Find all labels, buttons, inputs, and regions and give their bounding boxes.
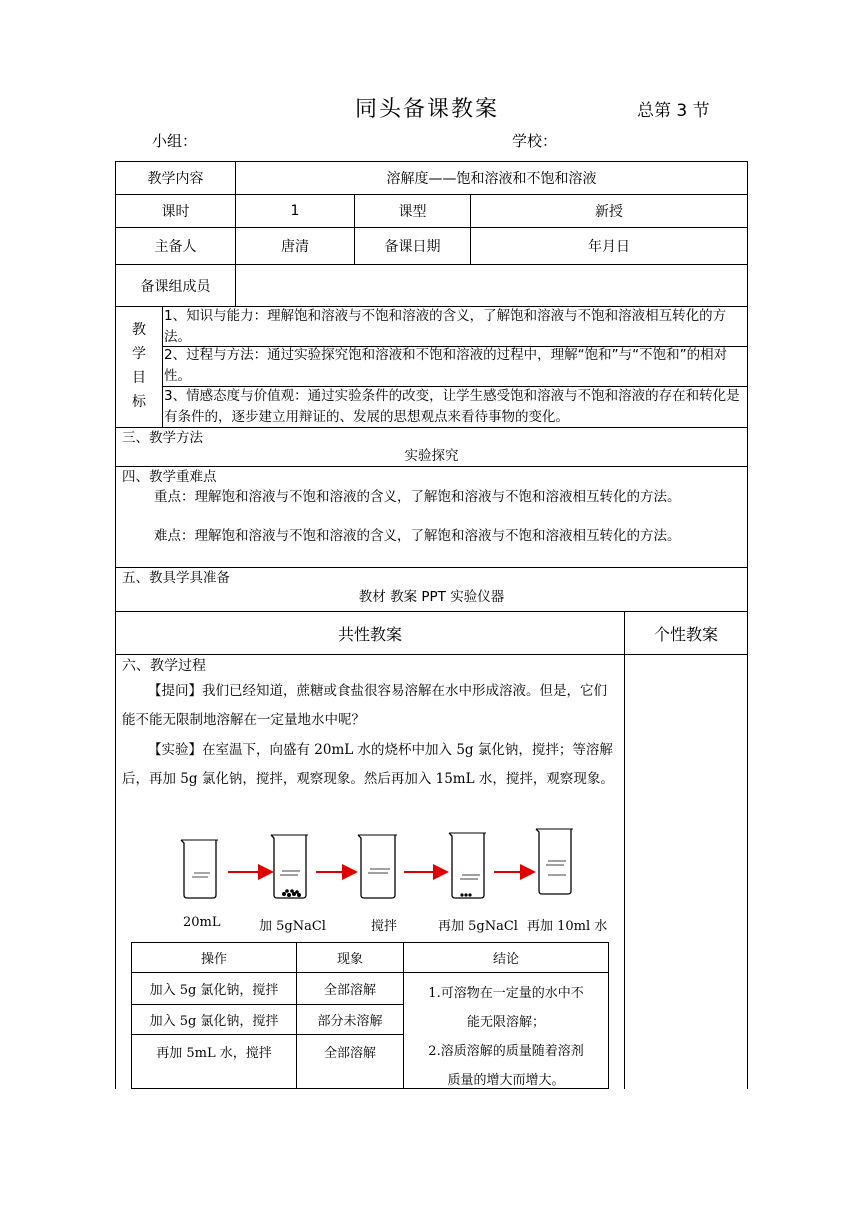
beaker-5 bbox=[536, 829, 573, 894]
experiment-figure bbox=[170, 825, 610, 903]
result-header-conclusion: 结论 bbox=[492, 952, 519, 967]
figure-label-2: 加 5gNaCl bbox=[259, 919, 326, 934]
school-label: 学校： bbox=[512, 132, 558, 150]
keypoints-heading: 四、教学重难点 bbox=[122, 469, 217, 485]
goal-attitude: 3、情感态度与价值观：通过实验条件的改变，让学生感受饱和溶液与不饱和溶液的存在和转化是有条件的，逐步建立用辩证的、发展的思想观点来看待事物的变化。 bbox=[164, 388, 740, 425]
goal-knowledge: 1、知识与能力：理解饱和溶液与不饱和溶液的含义，了解饱和溶液与不饱和溶液相互转化的方法。 bbox=[164, 308, 727, 345]
members-label: 备课组成员 bbox=[140, 278, 211, 295]
goal-process: 2、过程与方法：通过实验探究饱和溶液和不饱和溶液的过程中，理解“饱和”与“不饱和”的相对性。 bbox=[164, 347, 728, 384]
period-value: 1 bbox=[290, 203, 300, 219]
date-label: 备课日期 bbox=[384, 239, 441, 255]
figure-label-4: 再加 5gNaCl bbox=[438, 919, 518, 934]
beaker-3 bbox=[358, 835, 397, 898]
group-label: 小组： bbox=[152, 132, 198, 150]
result-row-1-operation: 加入 5g 氯化钠，搅拌 bbox=[149, 983, 279, 998]
experiment-paragraph: 【实验】在室温下，向盛有 20mL 水的烧杯中加入 5g 氯化钠，搅拌；等溶解后，再加 5g 氯化钠，搅拌，观察现象。然后再加入 15mL 水，搅拌，观察现象。 bbox=[122, 742, 614, 787]
lesson-total: 总第 3 节 bbox=[637, 101, 710, 121]
preparer-label: 主备人 bbox=[154, 239, 197, 255]
personal-column-header: 个性教案 bbox=[653, 624, 718, 644]
process-heading: 六、教学过程 bbox=[122, 658, 206, 674]
difficult-point: 难点：理解饱和溶液与不饱和溶液的含义，了解饱和溶液与不饱和溶液相互转化的方法。 bbox=[154, 528, 681, 544]
preparer-value: 唐清 bbox=[281, 239, 309, 255]
type-label: 课型 bbox=[398, 204, 427, 220]
key-point: 重点：理解饱和溶液与不饱和溶液的含义，了解饱和溶液与不饱和溶液相互转化的方法。 bbox=[154, 489, 681, 505]
result-row-2-phenomenon: 部分未溶解 bbox=[317, 1014, 383, 1029]
tools-heading: 五、教具学具准备 bbox=[122, 570, 230, 586]
content-label: 教学内容 bbox=[147, 171, 204, 187]
period-label: 课时 bbox=[161, 204, 190, 220]
beaker-4 bbox=[449, 833, 486, 898]
result-header-operation: 操作 bbox=[200, 952, 227, 967]
result-row-2-operation: 加入 5g 氯化钠，搅拌 bbox=[149, 1014, 279, 1029]
beaker-1 bbox=[181, 840, 218, 898]
result-row-3-phenomenon: 全部溶解 bbox=[323, 1045, 376, 1061]
result-conclusion: 1.可溶物在一定量的水中不 能无限溶解； 2.溶质溶解的质量随着溶剂 质量的增大而增大。 bbox=[428, 986, 584, 1088]
result-row-3-operation: 再加 5mL 水，搅拌 bbox=[156, 1045, 272, 1061]
question-paragraph: 【提问】我们已经知道，蔗糖或食盐很容易溶解在水中形成溶液。但是，它们能不能无限制地溶解在一定量地水中呢？ bbox=[122, 683, 607, 728]
common-column-header: 共性教案 bbox=[337, 624, 402, 644]
method-heading: 三、教学方法 bbox=[122, 430, 203, 446]
method-value: 实验探究 bbox=[404, 448, 459, 464]
document-title: 同头备课教案 bbox=[355, 97, 500, 122]
date-value: 年月日 bbox=[588, 239, 630, 255]
result-row-1-phenomenon: 全部溶解 bbox=[323, 983, 376, 998]
figure-label-5: 再加 10ml 水 bbox=[527, 919, 608, 934]
type-value: 新授 bbox=[595, 204, 623, 220]
tools-value: 教材 教案 PPT 实验仪器 bbox=[358, 589, 505, 605]
goals-label: 教 学 目 标 bbox=[132, 322, 146, 410]
content-value: 溶解度——饱和溶液和不饱和溶液 bbox=[386, 171, 597, 187]
result-header-phenomenon: 现象 bbox=[336, 952, 363, 967]
figure-label-1: 20mL bbox=[183, 915, 221, 930]
figure-label-3: 搅拌 bbox=[371, 919, 398, 934]
beaker-2 bbox=[271, 835, 308, 898]
